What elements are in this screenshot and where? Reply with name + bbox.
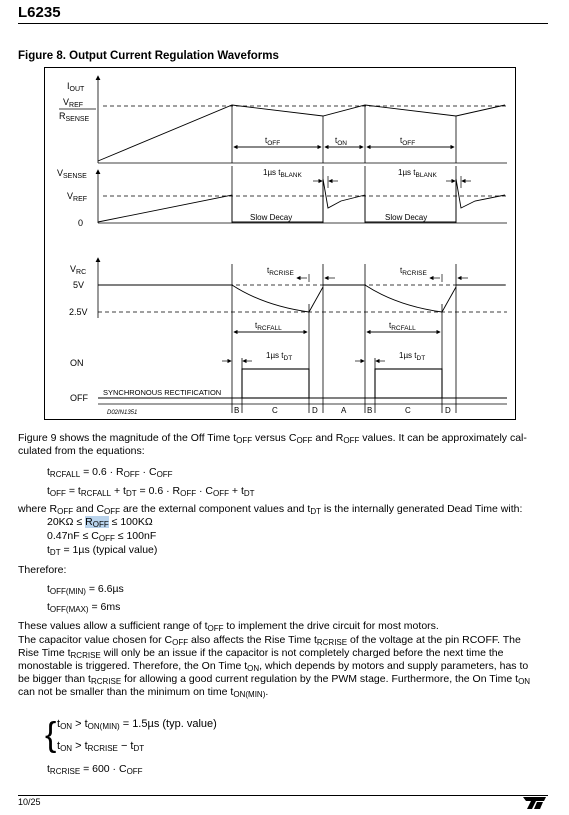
paragraph-1-line-2: culated from the equations: (18, 445, 145, 457)
on-label: ON (70, 358, 84, 368)
dt-label-1: 1µs $t_{DT}$ (266, 351, 293, 362)
paragraph-3-line-4: be bigger than $t_{RCRISE}$ for allowing a good current regulation by the PWM stage. Furthermore, the On Time $t_{ON}$ (18, 673, 531, 686)
toff-min: $t_{OFF(MIN)} = 6.6\mu s$ (47, 583, 124, 596)
range-coff: $0.47nF \le C_{OFF} \le 100nF$ (47, 530, 157, 543)
sync-rect-panel (70, 350, 507, 416)
off-label: OFF (70, 393, 88, 403)
toff-label-2: $t_{OFF}$ (400, 136, 416, 147)
paragraph-3-line-1: The capacitor value chosen for $C_{OFF}$ also affects the Rise Time $t_{RCRISE}$ of the voltage at the pin RCOFF. The (18, 634, 521, 647)
blank-label-2: 1µs $t_{BLANK}$ (398, 168, 437, 179)
document-header-title: L6235 (18, 4, 61, 21)
condition-ton-rise: $t_{ON} > t_{RCRISE} - t_{DT}$ (57, 740, 145, 753)
paragraph-3-line-3: monostable is triggered. Therefore, the On Time $t_{ON}$, which depends by motors and supply parameters, has to (18, 660, 529, 673)
vref-over-rsense-label: $V_{REF}$ (63, 97, 84, 109)
segment-a: A (341, 406, 347, 415)
segment-b-2: B (367, 406, 373, 415)
slow-decay-label-1: Slow Decay (250, 213, 293, 222)
two-five-v-label: 2.5V (69, 307, 88, 317)
where-line: where $R_{OFF}$ and $C_{OFF}$ are the external component values and $t_{DT}$ is the internally generated Dead Time with: (18, 503, 523, 516)
footer-divider (18, 795, 548, 796)
iout-panel (59, 76, 507, 163)
slow-decay-label-2: Slow Decay (385, 213, 428, 222)
five-v-label: 5V (73, 280, 85, 290)
paragraph-3-line-5: can not be smaller than the minimum on time $t_{ON(MIN)}$. (18, 686, 269, 699)
segment-b-1: B (234, 406, 240, 415)
paragraph-3-line-2: Rise Time $t_{RCRISE}$ will only be an issue if the capacitor is not completely charged before the next time the (18, 647, 504, 660)
vsense-panel (57, 166, 507, 228)
header-divider (18, 23, 548, 24)
toff-max: $t_{OFF(MAX)} = 6ms$ (47, 601, 121, 614)
paragraph-2: These values allow a sufficient range of $t_{OFF}$ to implement the drive circuit for most motors. (18, 620, 439, 633)
trcfall-label-1: $t_{RCFALL}$ (255, 321, 282, 332)
condition-ton-min: $t_{ON} > t_{ON(MIN)} = 1.5\mu s$ (typ. value) (57, 718, 217, 731)
rsense-label: $R_{SENSE}$ (59, 111, 90, 123)
range-tdt: $t_{DT} = 1\mu s$ (typical value) (47, 544, 158, 557)
equation-toff: $t_{OFF} = t_{RCFALL} + t_{DT} = 0.6 \cdot R_{OFF} \cdot C_{OFF} + t_{DT}$ (47, 485, 255, 498)
waveform-figure (44, 67, 516, 420)
segment-c-2: C (405, 406, 411, 415)
therefore-label: Therefore: (18, 564, 67, 576)
range-roff: $20K\Omega \le R_{OFF} \le 100K\Omega$ (47, 516, 153, 529)
segment-d-2: D (445, 406, 451, 415)
iout-label: $I_{OUT}$ (67, 81, 85, 93)
equation-trcrise: $t_{RCRISE} = 600 \cdot C_{OFF}$ (47, 763, 143, 776)
equation-trcfall: $t_{RCFALL} = 0.6 \cdot R_{OFF} \cdot C_{OFF}$ (47, 466, 173, 479)
segment-c-1: C (272, 406, 278, 415)
figure-title: Figure 8. Output Current Regulation Waveforms (18, 50, 279, 62)
toff-label-1: $t_{OFF}$ (265, 136, 281, 147)
st-logo-icon (520, 795, 548, 811)
drawing-code: D02IN1351 (107, 410, 138, 416)
vsense-label: $V_{SENSE}$ (57, 168, 87, 180)
page-number: 10/25 (18, 797, 41, 807)
ton-label: $t_{ON}$ (335, 136, 347, 147)
highlighted-roff: $R_{OFF}$ (85, 516, 109, 529)
paragraph-1-line-1: Figure 9 shows the magnitude of the Off Time $t_{OFF}$ versus $C_{OFF}$ and $R_{OFF}$ values. It can be approximately cal- (18, 432, 527, 445)
zero-label: 0 (78, 218, 84, 228)
waveform-diagram (45, 68, 517, 421)
vref-label: $V_{REF}$ (67, 191, 88, 203)
trcfall-label-2: $t_{RCFALL}$ (389, 321, 416, 332)
dt-label-2: 1µs $t_{DT}$ (399, 351, 426, 362)
trcrise-label-1: $t_{RCRISE}$ (267, 266, 294, 277)
condition-brace: { (45, 716, 57, 754)
blank-label-1: 1µs $t_{BLANK}$ (263, 168, 302, 179)
trcrise-label-2: $t_{RCRISE}$ (400, 266, 427, 277)
vrc-label: $V_{RC}$ (70, 264, 87, 276)
segment-d-1: D (312, 406, 318, 415)
vrc-panel (69, 258, 507, 350)
sync-rect-label: SYNCHRONOUS RECTIFICATION (103, 388, 222, 397)
